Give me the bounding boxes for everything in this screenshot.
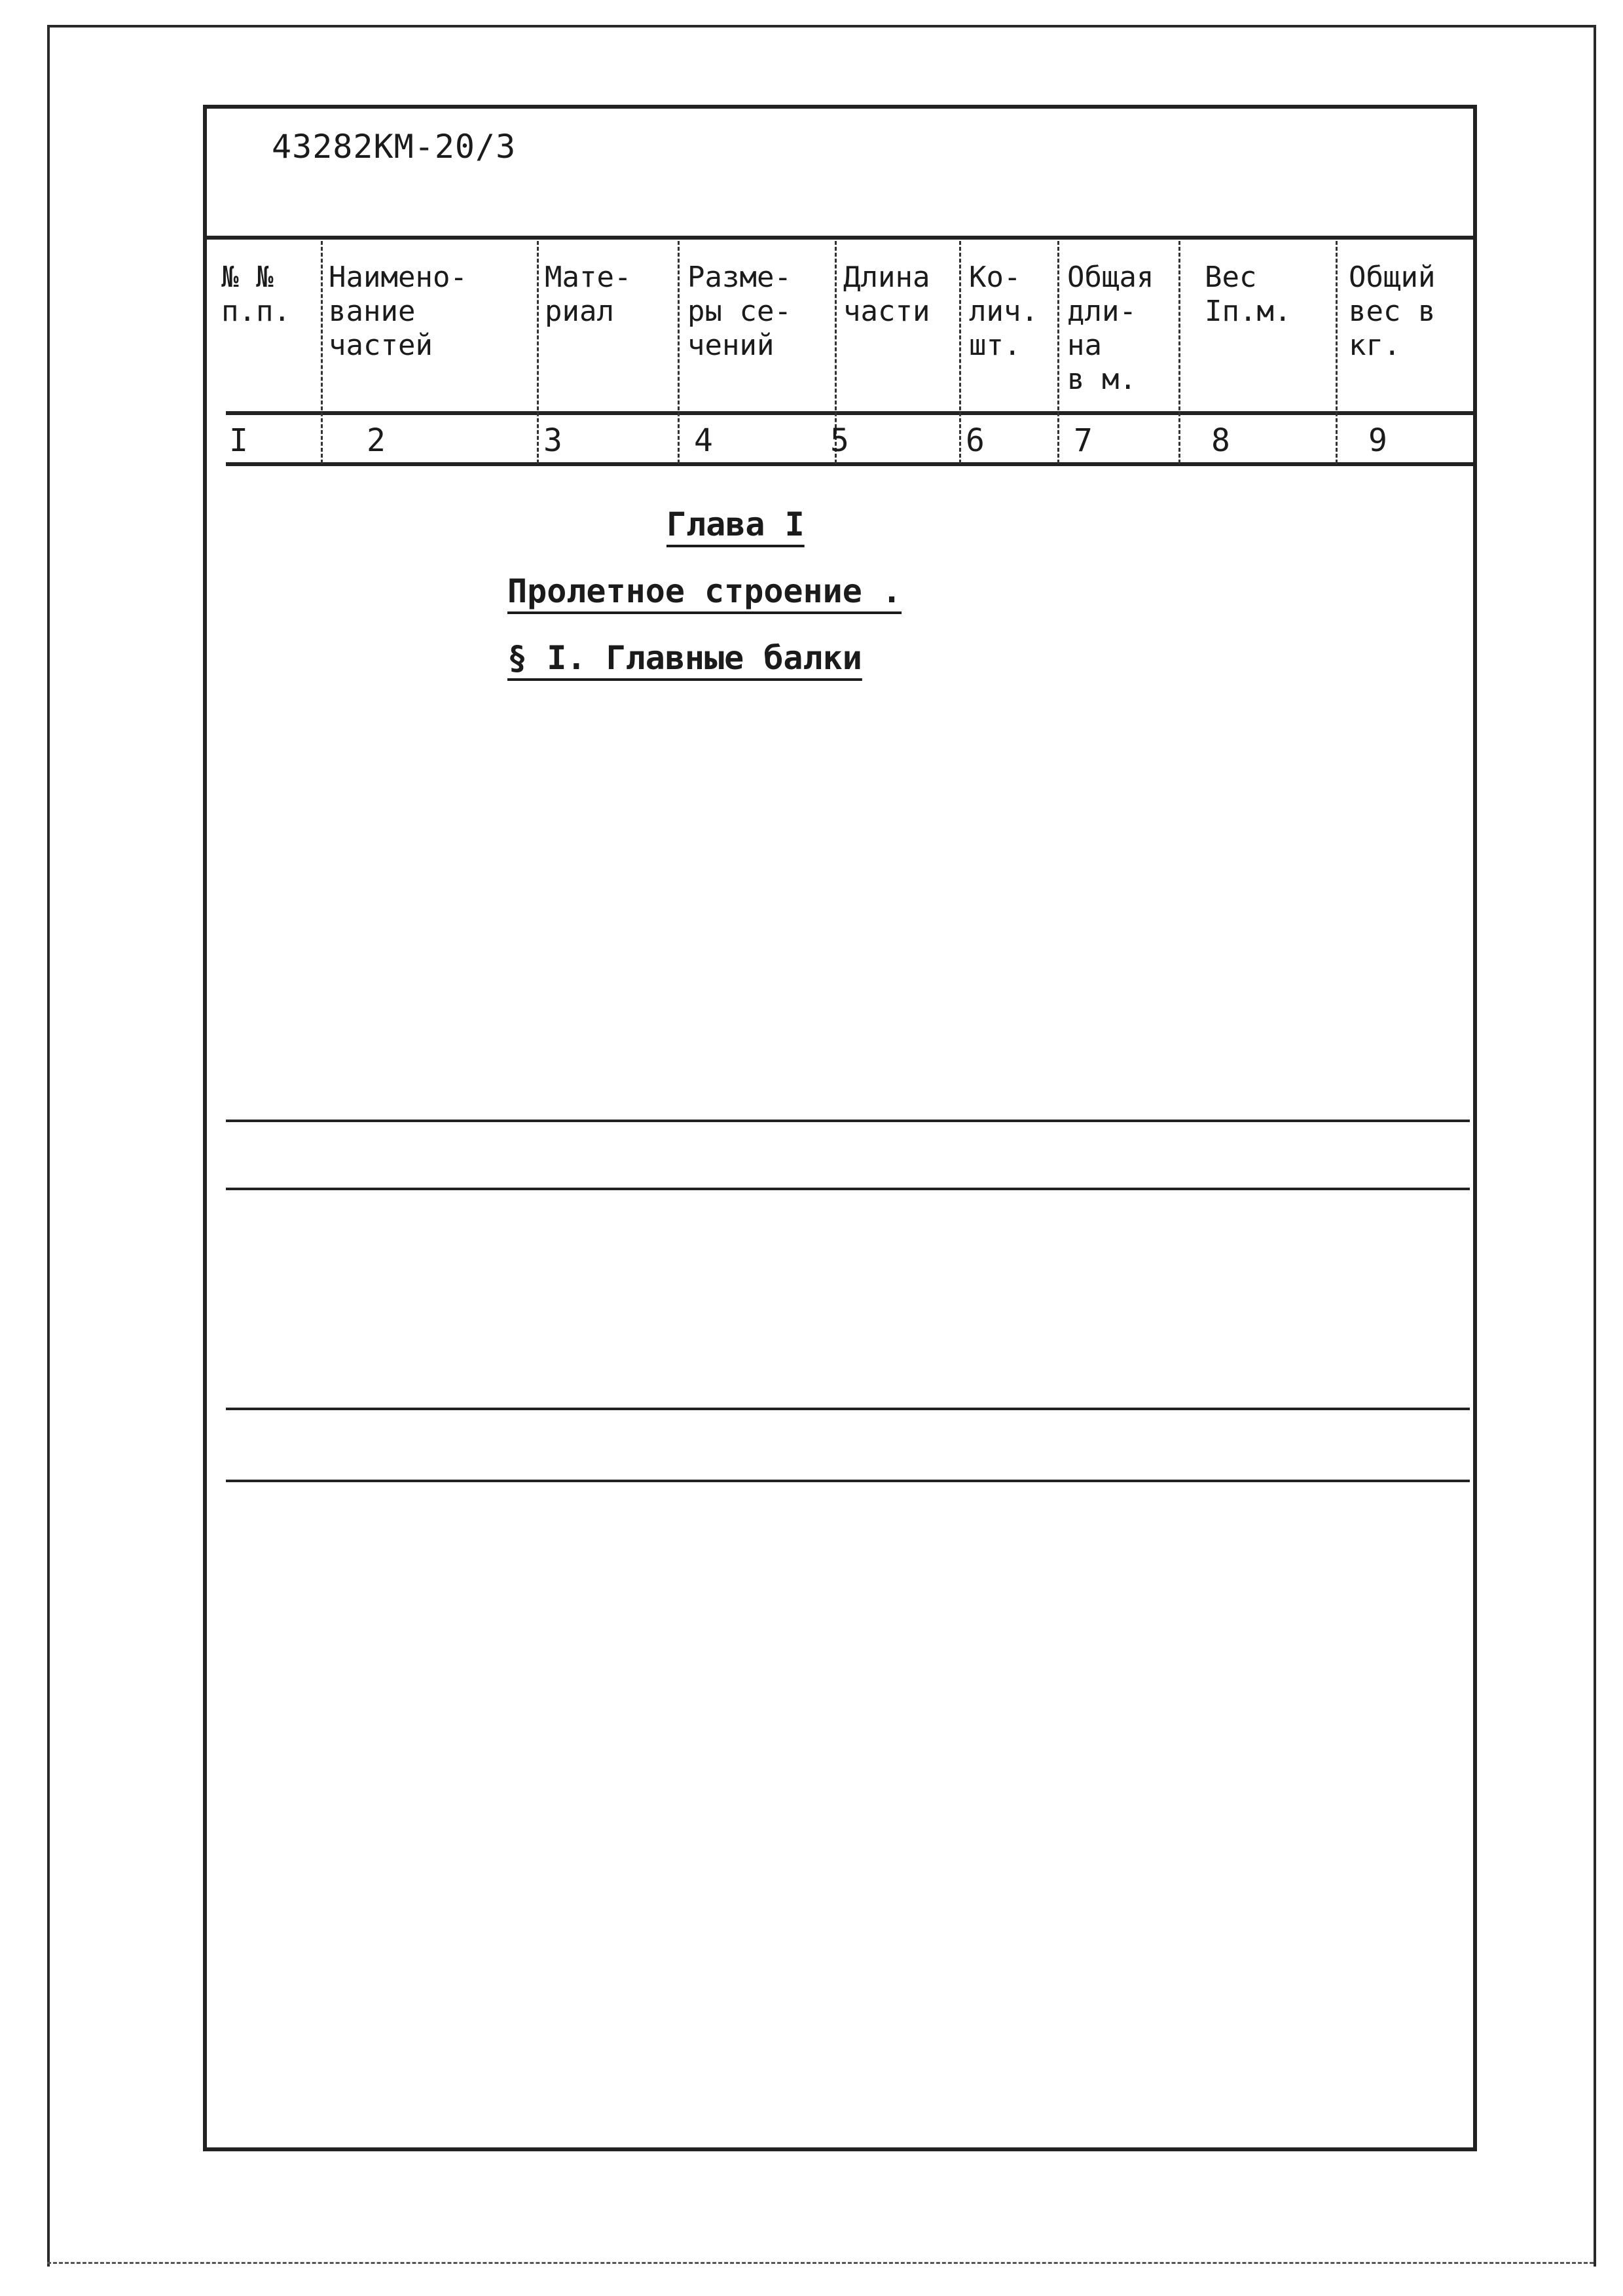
strike-through-line: [226, 1408, 1470, 1410]
sheet-bottom-edge: [47, 2262, 1594, 2264]
column-separator: [1057, 241, 1059, 464]
strike-through-line: [226, 1188, 1470, 1190]
header-col-9: Общий вес в кг.: [1349, 261, 1436, 362]
header-col-8: Вес Iп.м.: [1205, 261, 1292, 328]
column-separator: [1178, 241, 1180, 464]
header-col-3: Мате- риал: [545, 261, 632, 328]
section-heading: Пролетное строение .: [507, 572, 902, 610]
header-top-rule: [203, 236, 1477, 240]
header-mid-rule: [226, 411, 1477, 415]
strike-through-line: [226, 1480, 1470, 1482]
document-code: 43282КМ-20/3: [272, 128, 517, 166]
header-col-2: Наимено- вание частей: [329, 261, 467, 362]
column-number-6: 6: [966, 422, 985, 459]
column-number-3: 3: [543, 422, 562, 459]
column-separator: [1336, 241, 1338, 464]
paragraph-heading: § I. Главные балки: [507, 639, 862, 677]
column-number-8: 8: [1211, 422, 1230, 459]
column-number-2: 2: [367, 422, 386, 459]
column-number-1: I: [229, 422, 248, 459]
header-col-5: Длина части: [843, 261, 930, 328]
column-number-9: 9: [1368, 422, 1387, 459]
column-separator: [959, 241, 961, 464]
column-separator: [321, 241, 323, 464]
header-bottom-rule: [226, 462, 1477, 466]
header-col-7: Общая дли- на в м.: [1067, 261, 1154, 396]
column-number-7: 7: [1074, 422, 1093, 459]
header-col-1: № № п.п.: [221, 261, 291, 328]
strike-through-line: [226, 1120, 1470, 1122]
header-col-4: Разме- ры се- чений: [687, 261, 792, 362]
column-separator: [678, 241, 680, 464]
column-number-4: 4: [694, 422, 713, 459]
chapter-heading: Глава I: [666, 505, 805, 543]
column-number-5: 5: [830, 422, 849, 459]
column-separator: [537, 241, 539, 464]
header-col-6: Ко- лич. шт.: [969, 261, 1038, 362]
